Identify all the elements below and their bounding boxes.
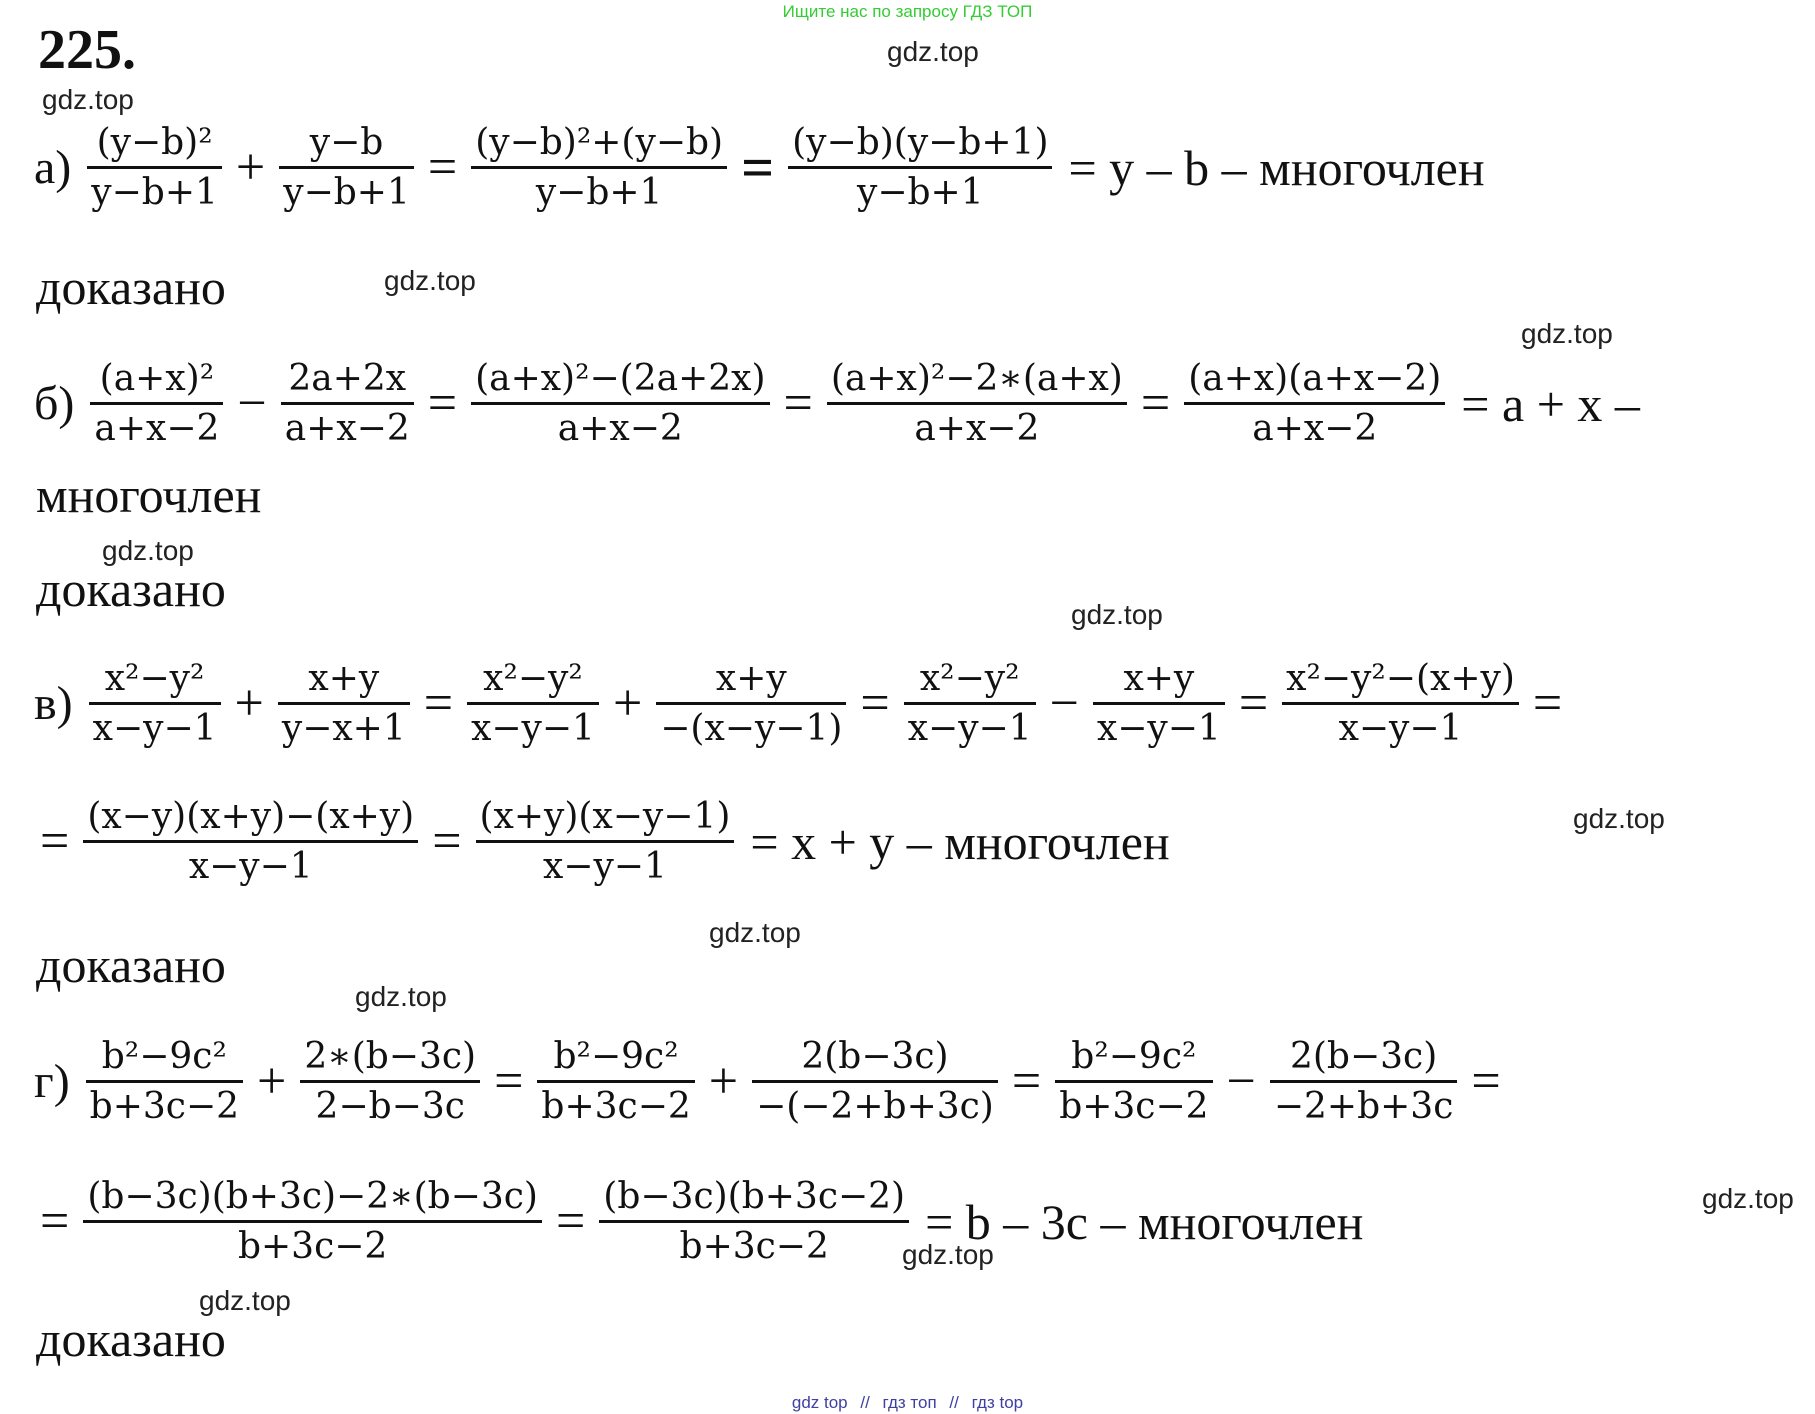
operator: = [432, 813, 462, 871]
watermark: gdz.top [1521, 318, 1613, 349]
operator: = [40, 813, 70, 871]
fraction [1093, 658, 1225, 750]
part-v-line-2 [34, 796, 1170, 888]
fraction [904, 658, 1036, 750]
result: = a + x – [1461, 375, 1640, 432]
operator: + [257, 1053, 287, 1111]
denominator: y−b+1 [535, 172, 663, 214]
denominator: −2+b+3c [1273, 1086, 1454, 1128]
part-b-label: б) [34, 377, 75, 431]
proved-text: доказано [36, 937, 226, 993]
fraction [1270, 1036, 1458, 1128]
numerator: y−b [309, 122, 384, 163]
operator: = [494, 1053, 524, 1111]
part-a-label: а) [34, 141, 72, 195]
denominator: a+x−2 [914, 408, 1040, 450]
part-g-line-2 [34, 1176, 1363, 1268]
footer-separator: // [860, 1393, 870, 1412]
denominator: a+x−2 [557, 408, 683, 450]
denominator: b+3c−2 [237, 1226, 388, 1268]
result: = y – b – многочлен [1068, 139, 1485, 196]
footer-separator: // [949, 1393, 959, 1412]
denominator: b+3c−2 [1059, 1086, 1209, 1128]
fraction [83, 1176, 542, 1268]
part-g-label: г) [34, 1055, 70, 1109]
denominator: a+x−2 [1252, 408, 1378, 450]
denominator: x−y−1 [1096, 708, 1221, 750]
fraction [471, 122, 727, 214]
operator: + [612, 675, 643, 733]
fraction [1282, 658, 1519, 750]
watermark: gdz.top [1573, 803, 1665, 834]
watermark: gdz.top [355, 981, 447, 1012]
operator: = [1011, 1053, 1042, 1111]
footer-link[interactable]: gdz top [791, 1393, 848, 1412]
numerator: (a+x)(a+x−2) [1188, 358, 1442, 399]
operator: = [1471, 1053, 1501, 1111]
numerator: b²−9c² [553, 1036, 679, 1077]
watermark: gdz.top [102, 535, 194, 566]
numerator: x²−y² [483, 658, 583, 699]
numerator: b²−9c² [1071, 1036, 1197, 1077]
fraction [278, 658, 410, 750]
part-a-line [34, 122, 1485, 214]
part-v-label: в) [34, 677, 73, 731]
watermark: gdz.top [902, 1239, 994, 1270]
fraction [827, 358, 1127, 450]
denominator: a+x−2 [284, 408, 410, 450]
watermark: gdz.top [1071, 599, 1163, 630]
denominator: −(−2+b+3c) [756, 1086, 994, 1128]
part-g-line-1 [34, 1036, 1507, 1128]
numerator: (a+x)²−(2a+2x) [475, 358, 766, 399]
operator: = [741, 135, 775, 201]
fraction [599, 1176, 909, 1268]
fraction [788, 122, 1052, 214]
result: = b – 3c – многочлен [925, 1193, 1364, 1250]
denominator: x−y−1 [543, 846, 667, 888]
result: = x + y – многочлен [750, 813, 1170, 870]
fraction [90, 358, 223, 450]
footer-link[interactable]: гдз top [971, 1393, 1024, 1412]
fraction [83, 796, 418, 888]
footer-links [0, 1393, 1815, 1413]
numerator: x²−y²−(x+y) [1286, 658, 1515, 699]
operator: − [1226, 1053, 1256, 1111]
proved-text: доказано [36, 561, 226, 617]
numerator: (y−b)²+(y−b) [475, 122, 724, 163]
denominator: y−x+1 [281, 708, 406, 750]
operator: + [708, 1053, 739, 1111]
operator: + [234, 675, 264, 733]
proved-text: доказано [36, 1311, 226, 1367]
numerator: x+y [715, 658, 787, 699]
numerator: (y−b)² [96, 122, 213, 163]
watermark: gdz.top [42, 84, 134, 115]
fraction [752, 1036, 998, 1128]
numerator: (b−3c)(b+3c)−2∗(b−3c) [87, 1176, 538, 1217]
denominator: y−b+1 [91, 172, 218, 214]
numerator: x²−y² [104, 658, 205, 699]
numerator: 2∗(b−3c) [304, 1036, 477, 1077]
operator: − [1049, 675, 1079, 733]
numerator: x+y [1123, 658, 1195, 699]
numerator: 2(b−3c) [1289, 1036, 1438, 1077]
fraction [300, 1036, 480, 1128]
operator: = [1532, 675, 1563, 733]
part-b-line [34, 358, 1640, 450]
watermark: gdz.top [887, 36, 979, 67]
fraction [476, 796, 735, 888]
watermark: gdz.top [384, 265, 476, 296]
operator: = [555, 1193, 586, 1251]
numerator: 2(b−3c) [801, 1036, 949, 1077]
operator: = [860, 675, 890, 733]
fraction [281, 358, 414, 450]
fraction [656, 658, 846, 750]
fraction [87, 122, 222, 214]
numerator: x+y [308, 658, 380, 699]
fraction [279, 122, 414, 214]
watermark: gdz.top [709, 917, 801, 948]
numerator: (a+x)²−2∗(a+x) [830, 358, 1123, 399]
denominator: x−y−1 [471, 708, 595, 750]
fraction [471, 358, 769, 450]
operator: = [423, 675, 454, 733]
fraction [86, 1036, 243, 1128]
operator: = [1140, 375, 1171, 433]
proved-text: доказано [36, 259, 226, 315]
operator: + [235, 139, 266, 197]
denominator: b+3c−2 [679, 1226, 829, 1268]
numerator: (y−b)(y−b+1) [792, 122, 1049, 163]
fraction [1184, 358, 1445, 450]
denominator: y−b+1 [283, 172, 410, 214]
numerator: (x−y)(x+y)−(x+y) [87, 796, 415, 837]
fraction [1055, 1036, 1212, 1128]
operator: = [40, 1193, 70, 1251]
numerator: x²−y² [919, 658, 1020, 699]
denominator: x−y−1 [92, 708, 217, 750]
operator: − [237, 375, 267, 433]
fraction [467, 658, 599, 750]
numerator: 2a+2x [288, 358, 407, 399]
search-banner[interactable]: Ищите нас по запросу ГДЗ ТОП [782, 2, 1033, 21]
denominator: x−y−1 [188, 846, 313, 888]
watermark: gdz.top [199, 1285, 291, 1316]
footer-link[interactable]: гдз топ [882, 1393, 937, 1412]
denominator: x−y−1 [907, 708, 1032, 750]
numerator: (b−3c)(b+3c−2) [603, 1176, 906, 1217]
operator: = [427, 375, 458, 433]
operator: = [427, 139, 458, 197]
numerator: (x+y)(x−y−1) [479, 796, 731, 837]
problem-number: 225. [38, 19, 136, 81]
fraction [89, 658, 221, 750]
watermark: gdz.top [1702, 1183, 1794, 1214]
fraction [537, 1036, 694, 1128]
denominator: b+3c−2 [89, 1086, 240, 1128]
numerator: b²−9c² [101, 1036, 227, 1077]
denominator: a+x−2 [94, 408, 220, 450]
denominator: −(x−y−1) [660, 708, 843, 750]
denominator: y−b+1 [857, 172, 984, 214]
denominator: 2−b−3c [315, 1086, 465, 1128]
operator: = [1238, 675, 1269, 733]
denominator: b+3c−2 [541, 1086, 691, 1128]
continuation-text: многочлен [36, 467, 262, 523]
part-v-line-1 [34, 658, 1568, 750]
denominator: x−y−1 [1338, 708, 1463, 750]
operator: = [783, 375, 813, 433]
numerator: (a+x)² [99, 358, 215, 399]
